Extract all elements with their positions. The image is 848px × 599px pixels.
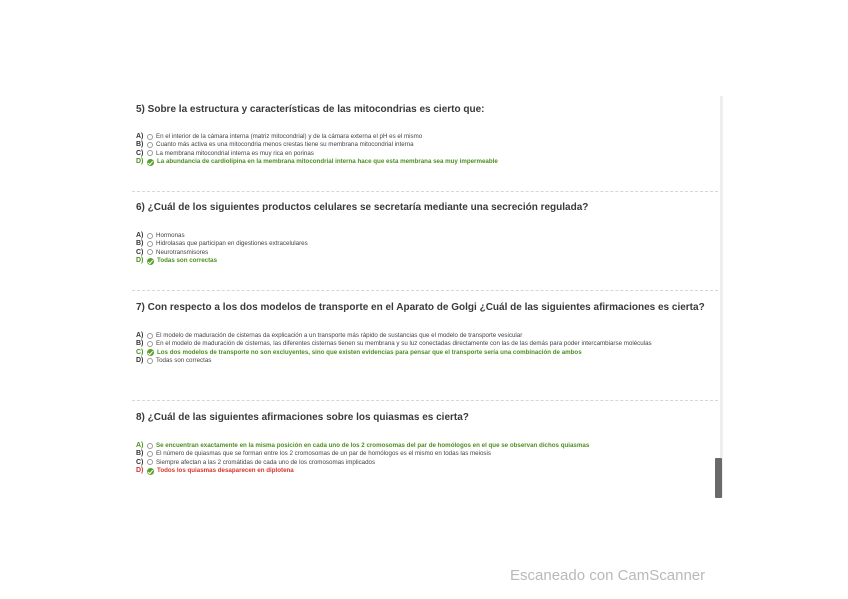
check-circle-icon[interactable] bbox=[147, 349, 154, 356]
quiz-review-panel bbox=[126, 96, 722, 498]
option-a[interactable] bbox=[136, 332, 714, 340]
option-letter: C) bbox=[136, 149, 144, 157]
question-7 bbox=[136, 302, 714, 366]
camscanner-watermark: Escaneado con CamScanner bbox=[510, 567, 706, 584]
option-letter: A) bbox=[136, 232, 144, 239]
question-5 bbox=[136, 104, 714, 167]
radio-empty-icon[interactable] bbox=[147, 459, 153, 465]
option-letter: D) bbox=[136, 158, 144, 166]
question-8 bbox=[136, 412, 714, 476]
option-b[interactable] bbox=[136, 450, 714, 458]
option-text: Neurotransmisores bbox=[156, 248, 209, 256]
check-circle-icon[interactable] bbox=[147, 468, 154, 475]
option-d[interactable] bbox=[136, 357, 714, 365]
radio-empty-icon[interactable] bbox=[147, 150, 153, 156]
option-letter: B) bbox=[136, 340, 144, 348]
option-text: Hormonas bbox=[156, 232, 185, 239]
option-c[interactable] bbox=[136, 150, 714, 158]
option-c[interactable] bbox=[136, 349, 714, 357]
radio-empty-icon[interactable] bbox=[147, 142, 153, 148]
option-text: En el modelo de maduración de cisternas, las diferentes cisternas tienen su membrana y su luz conectadas directamente con las de las demás para poder intercambiarse moléculas bbox=[156, 340, 652, 348]
question-6 bbox=[136, 202, 714, 266]
option-text: Cuanto más activa es una mitocondria menos crestas tiene su membrana mitocondrial interna bbox=[156, 141, 414, 149]
question-title: 8) ¿Cuál de las siguientes afirmaciones sobre los quiasmas es cierta? bbox=[136, 412, 469, 423]
check-circle-icon[interactable] bbox=[147, 159, 154, 166]
option-letter: D) bbox=[136, 357, 144, 365]
options-list bbox=[136, 133, 714, 167]
page-edge bbox=[720, 96, 723, 498]
option-a[interactable] bbox=[136, 232, 714, 240]
option-text: Siempre afectan a las 2 cromátidas de cada uno de los cromosomas implicados bbox=[156, 458, 376, 466]
option-letter: C) bbox=[136, 348, 144, 356]
radio-empty-icon[interactable] bbox=[147, 233, 153, 239]
question-title: 5) Sobre la estructura y características de las mitocondrias es cierto que: bbox=[136, 104, 485, 115]
option-letter: B) bbox=[136, 240, 144, 248]
option-letter: A) bbox=[136, 332, 144, 339]
divider bbox=[132, 290, 718, 291]
option-letter: A) bbox=[136, 133, 144, 140]
options-list bbox=[136, 332, 714, 366]
question-title: 6) ¿Cuál de los siguientes productos celulares se secretaría mediante una secreción regulada? bbox=[136, 202, 589, 213]
option-text: Los dos modelos de transporte no son excluyentes, sino que existen evidencias para pensar que el transporte sería una combinación de ambos bbox=[157, 348, 582, 356]
radio-empty-icon[interactable] bbox=[147, 241, 153, 247]
option-d[interactable] bbox=[136, 158, 714, 166]
radio-empty-icon[interactable] bbox=[147, 358, 153, 364]
option-b[interactable] bbox=[136, 340, 714, 348]
options-list bbox=[136, 442, 714, 476]
option-d[interactable] bbox=[136, 257, 714, 265]
option-a[interactable] bbox=[136, 442, 714, 450]
option-a[interactable] bbox=[136, 133, 714, 141]
option-text: Todas son correctas bbox=[157, 257, 218, 265]
scrollbar-thumb[interactable] bbox=[715, 458, 722, 498]
option-b[interactable] bbox=[136, 141, 714, 149]
option-text: La abundancia de cardiolipina en la membrana mitocondrial interna hace que esta membrana sea muy impermeable bbox=[157, 158, 498, 166]
option-letter: B) bbox=[136, 450, 144, 458]
radio-empty-icon[interactable] bbox=[147, 249, 153, 255]
option-text: El número de quiasmas que se forman entre los 2 cromosomas de un par de homólogos es el mismo en todas las meiosis bbox=[156, 450, 491, 458]
option-d[interactable] bbox=[136, 467, 714, 475]
option-letter: D) bbox=[136, 257, 144, 265]
option-c[interactable] bbox=[136, 249, 714, 257]
option-letter: A) bbox=[136, 442, 144, 449]
option-text: El modelo de maduración de cisternas da explicación a un transporte más rápido de sustancias que el modelo de transporte vesicular bbox=[156, 332, 523, 339]
option-text: Hidrolasas que participan en digestiones extracelulares bbox=[156, 240, 308, 248]
option-text: En el interior de la cámara interna (matriz mitocondrial) y de la cámara externa el pH es el mismo bbox=[156, 133, 423, 140]
divider bbox=[132, 191, 718, 192]
option-letter: D) bbox=[136, 467, 144, 475]
radio-empty-icon[interactable] bbox=[147, 333, 153, 339]
question-title: 7) Con respecto a los dos modelos de transporte en el Aparato de Golgi ¿Cuál de las siguientes afirmaciones es cierta? bbox=[136, 302, 705, 313]
radio-empty-icon[interactable] bbox=[147, 134, 153, 140]
option-letter: C) bbox=[136, 458, 144, 466]
radio-empty-icon[interactable] bbox=[147, 341, 153, 347]
divider bbox=[132, 400, 718, 401]
check-circle-icon[interactable] bbox=[147, 258, 154, 265]
option-text: Todos los quiasmas desaparecen en diplotena bbox=[157, 467, 294, 475]
option-c[interactable] bbox=[136, 459, 714, 467]
option-text: Todas son correctas bbox=[156, 357, 212, 365]
radio-empty-icon[interactable] bbox=[147, 451, 153, 457]
option-letter: C) bbox=[136, 248, 144, 256]
option-b[interactable] bbox=[136, 240, 714, 248]
option-letter: B) bbox=[136, 141, 144, 149]
option-text: La membrana mitocondrial interna es muy rica en porinas bbox=[156, 149, 314, 157]
option-text: Se encuentran exactamente en la misma posición en cada uno de los 2 cromosomas del par de homólogos en el que se observan dichos quiasmas bbox=[156, 442, 590, 449]
radio-empty-icon[interactable] bbox=[147, 443, 153, 449]
options-list bbox=[136, 232, 714, 266]
